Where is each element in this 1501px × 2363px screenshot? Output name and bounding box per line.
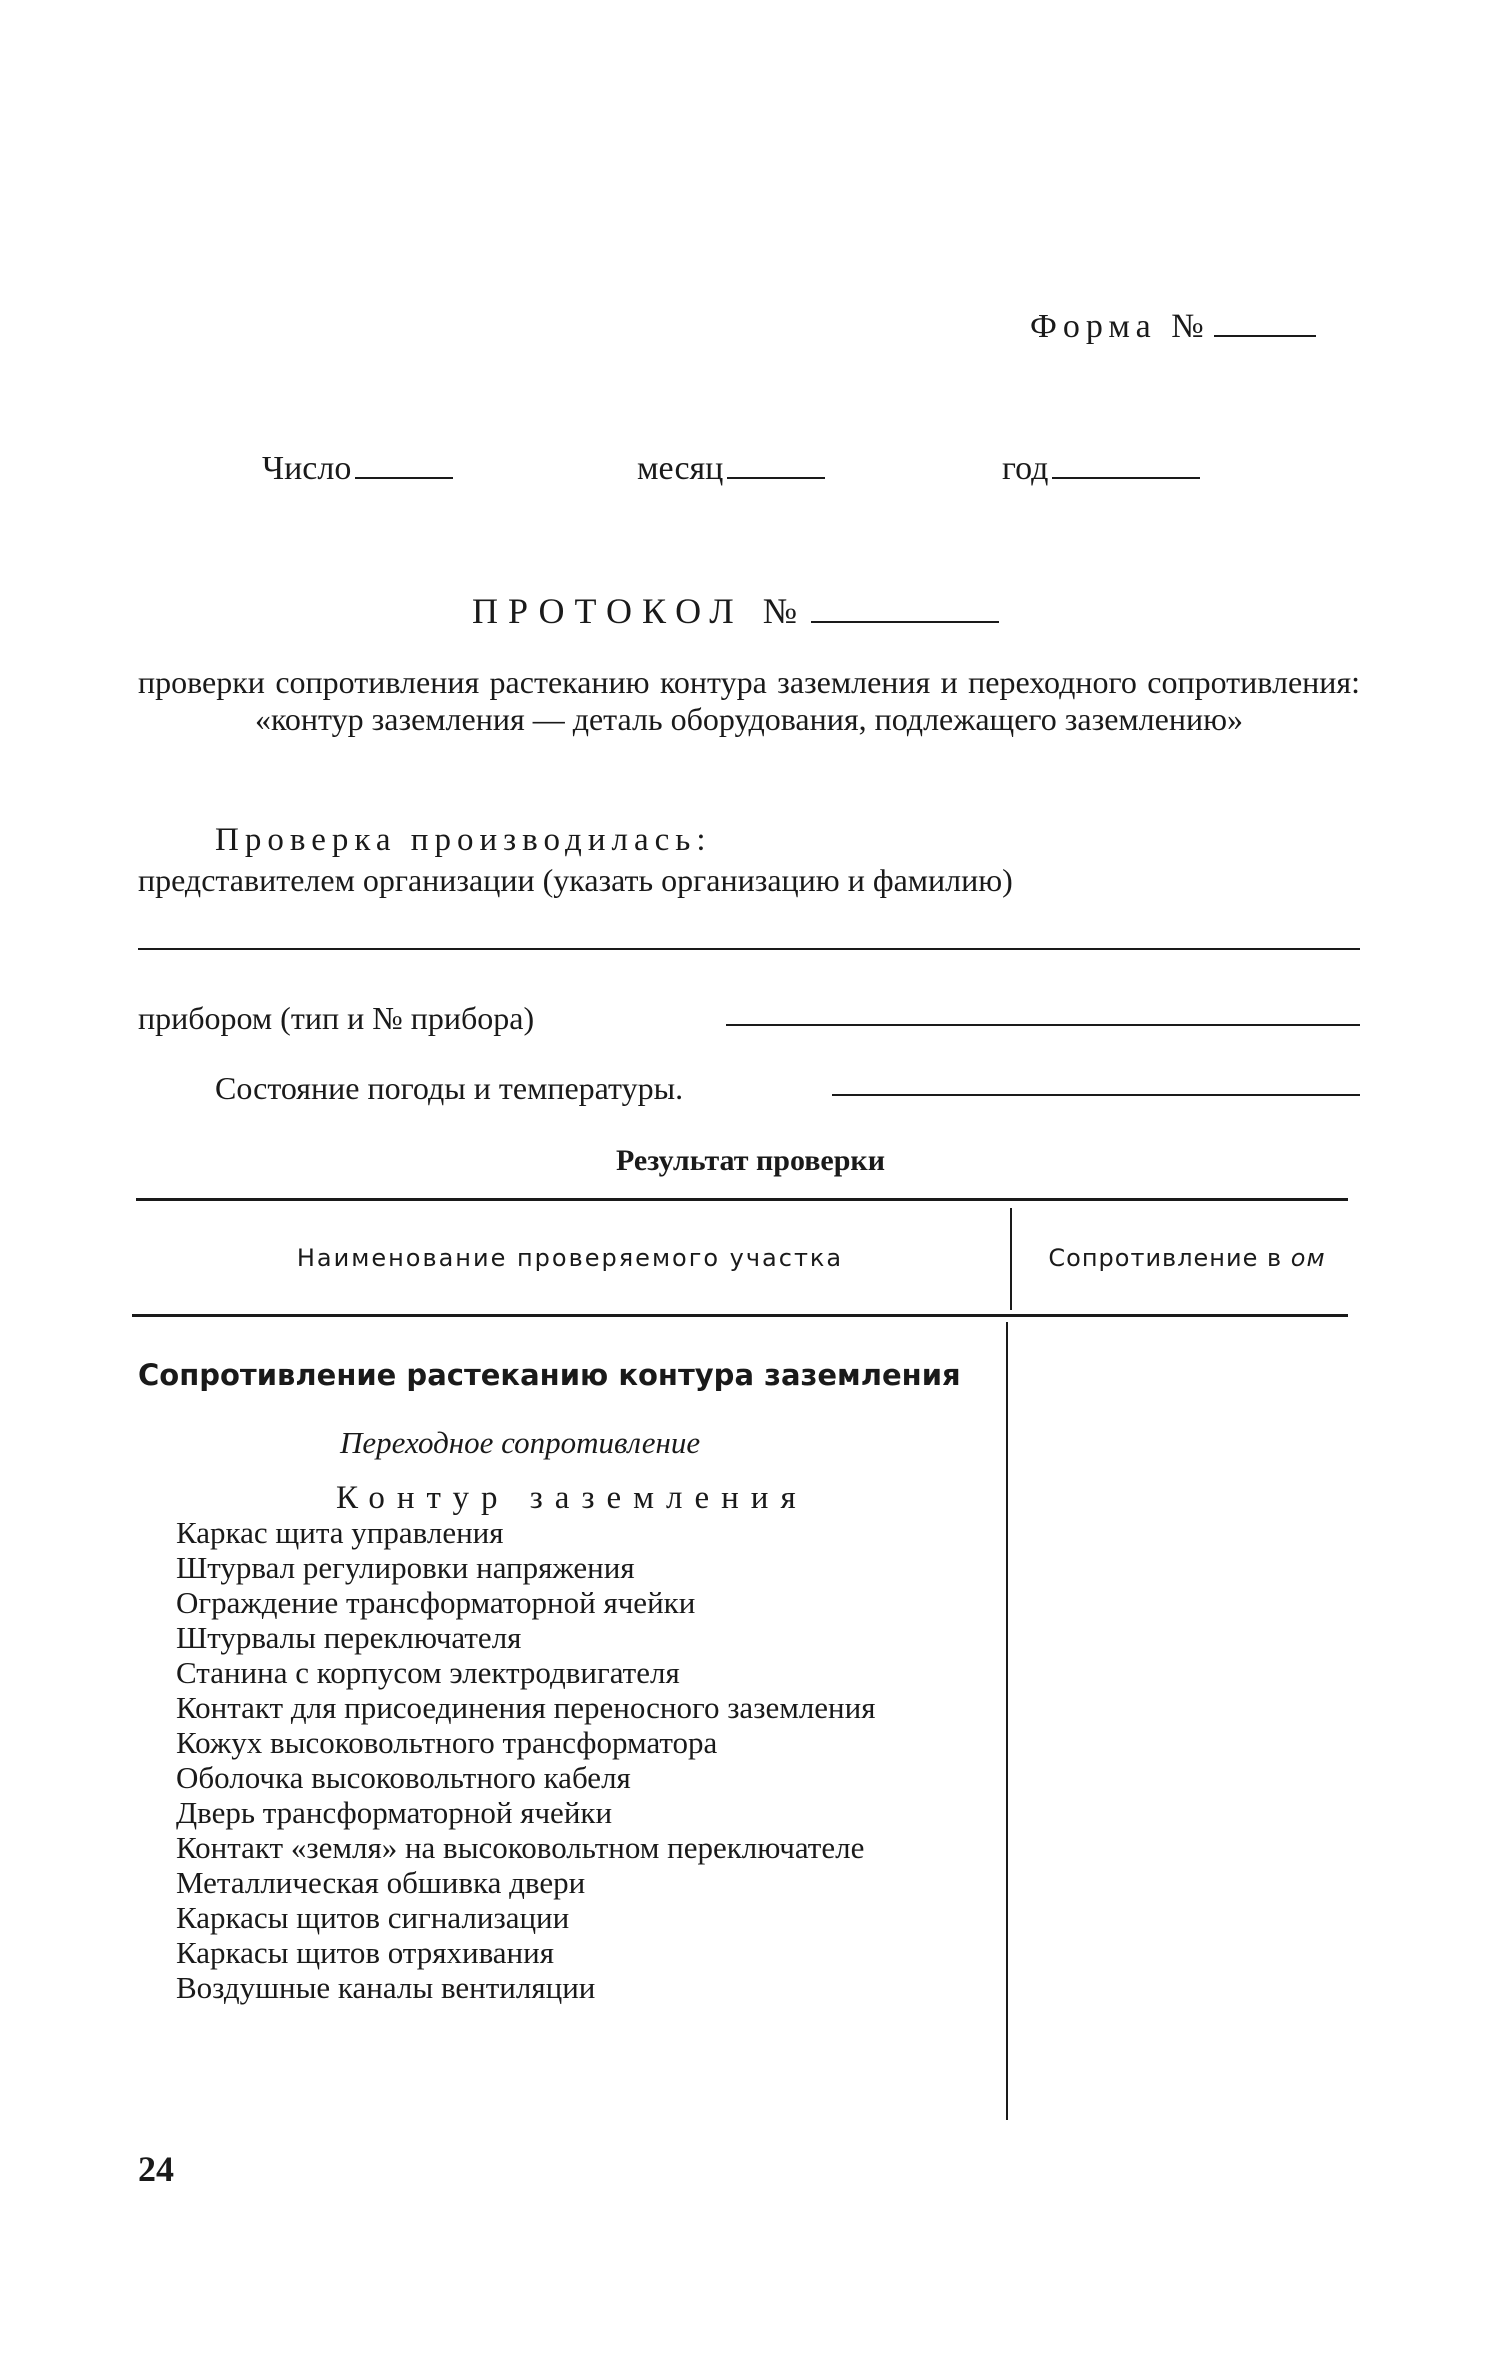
row-transition-resistance: Переходное сопротивление — [340, 1425, 701, 1460]
list-item: Воздушные каналы вентиляции — [176, 1970, 596, 2005]
results-title: Результат проверки — [615, 1144, 886, 1177]
weather-blank-line[interactable] — [832, 1094, 1360, 1096]
column-header-resistance-unit: ом — [1290, 1244, 1326, 1272]
protocol-subtitle: проверки сопротивления растеканию контура заземления и переходного сопротивления: «контур заземления — деталь оборудования, подлежащего заземлению» — [138, 664, 1360, 737]
column-header-name: Наименование проверяемого участка — [296, 1244, 844, 1272]
list-item: Оболочка высоковольтного кабеля — [176, 1760, 631, 1795]
date-year-label: год — [1002, 450, 1049, 487]
list-item: Металлическая обшивка двери — [176, 1865, 586, 1900]
check-by-representative: представителем организации (указать организацию и фамилию) — [138, 862, 1013, 898]
row-contour-heading: Контур заземления — [336, 1480, 808, 1516]
check-heading: Проверка производилась: — [215, 822, 712, 858]
list-item: Штурвалы переключателя — [176, 1620, 522, 1655]
list-item: Ограждение трансформаторной ячейки — [176, 1585, 696, 1620]
check-items-list — [138, 1515, 996, 2005]
row-spreading-resistance: Сопротивление растеканию контура заземления — [138, 1358, 961, 1392]
form-number-blank[interactable] — [1214, 334, 1316, 337]
form-number-label: Форма № — [1030, 308, 1210, 345]
list-item: Каркас щита управления — [176, 1515, 504, 1550]
date-month-label: месяц — [637, 450, 724, 487]
list-item: Каркасы щитов сигнализации — [176, 1900, 570, 1935]
table-header-rule — [132, 1314, 1348, 1317]
list-item: Дверь трансформаторной ячейки — [176, 1795, 613, 1830]
list-item: Контакт для присоединения переносного заземления — [176, 1690, 876, 1725]
list-item: Кожух высоковольтного трансформатора — [176, 1725, 718, 1760]
date-day-field — [262, 450, 453, 488]
table-column-divider-body — [1006, 1322, 1008, 2120]
date-day-label: Число — [262, 450, 352, 487]
protocol-title-field — [472, 590, 999, 632]
representative-blank-line[interactable] — [138, 948, 1360, 950]
column-header-resistance-label: Сопротивление в — [1048, 1244, 1283, 1272]
list-item: Станина с корпусом электродвигателя — [176, 1655, 680, 1690]
date-month-field — [637, 450, 825, 488]
list-item: Каркасы щитов отряхивания — [176, 1935, 554, 1970]
column-header-resistance — [1012, 1244, 1362, 1272]
protocol-title: ПРОТОКОЛ № — [472, 591, 808, 631]
date-day-blank[interactable] — [355, 476, 453, 479]
protocol-number-blank[interactable] — [811, 620, 999, 623]
table-top-rule — [136, 1198, 1348, 1201]
weather-label: Состояние погоды и температуры. — [215, 1070, 684, 1106]
instrument-label: прибором (тип и № прибора) — [138, 1000, 535, 1036]
instrument-blank-line[interactable] — [726, 1024, 1360, 1026]
list-item: Штурвал регулировки напряжения — [176, 1550, 635, 1585]
date-year-blank[interactable] — [1052, 476, 1200, 479]
page-number: 24 — [138, 2149, 174, 2189]
form-number-field — [1030, 308, 1316, 346]
date-month-blank[interactable] — [727, 476, 825, 479]
date-year-field — [1002, 450, 1200, 488]
list-item: Контакт «земля» на высоковольтном переключателе — [176, 1830, 865, 1865]
